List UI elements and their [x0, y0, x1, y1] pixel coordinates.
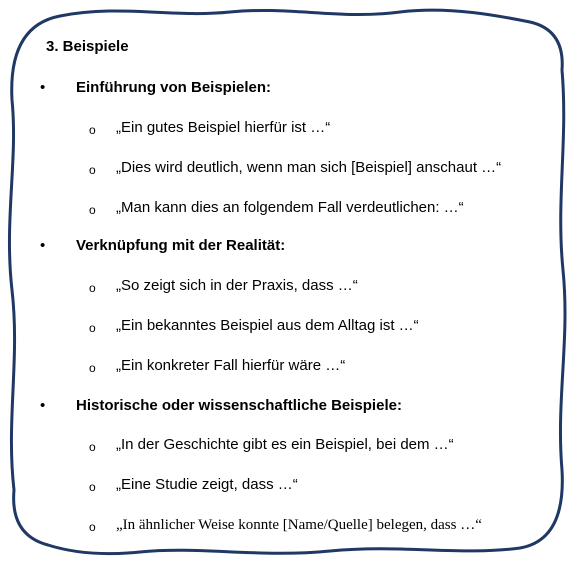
list-item: „Ein bekanntes Beispiel aus dem Alltag ist …“ — [116, 317, 419, 334]
sub-marker: o — [89, 163, 96, 177]
sub-marker: o — [89, 520, 96, 534]
list-item: „Ein konkreter Fall hierfür wäre …“ — [116, 357, 346, 374]
list-item: „Ein gutes Beispiel hierfür ist …“ — [116, 119, 331, 136]
list-item: „Man kann dies an folgendem Fall verdeutlichen: …“ — [116, 199, 464, 216]
list-item: „In der Geschichte gibt es ein Beispiel, bei dem …“ — [116, 436, 454, 453]
bullet-marker: • — [40, 397, 46, 414]
sub-marker: o — [89, 123, 96, 137]
list-item: „Dies wird deutlich, wenn man sich [Beispiel] anschaut …“ — [116, 159, 502, 176]
group-title-historical: Historische oder wissenschaftliche Beispiele: — [76, 397, 402, 414]
bullet-marker: • — [40, 79, 46, 96]
group-title-reality: Verknüpfung mit der Realität: — [76, 237, 286, 254]
section-heading: 3. Beispiele — [46, 38, 129, 55]
list-item: „So zeigt sich in der Praxis, dass …“ — [116, 277, 358, 294]
sub-marker: o — [89, 480, 96, 494]
list-item: „Eine Studie zeigt, dass …“ — [116, 476, 298, 493]
sub-marker: o — [89, 361, 96, 375]
group-title-introduction: Einführung von Beispielen: — [76, 79, 272, 96]
sub-marker: o — [89, 440, 96, 454]
bullet-marker: • — [40, 237, 46, 254]
sub-marker: o — [89, 281, 96, 295]
sub-marker: o — [89, 321, 96, 335]
sub-marker: o — [89, 203, 96, 217]
list-item: „In ähnlicher Weise konnte [Name/Quelle] belegen, dass …“ — [116, 517, 482, 533]
